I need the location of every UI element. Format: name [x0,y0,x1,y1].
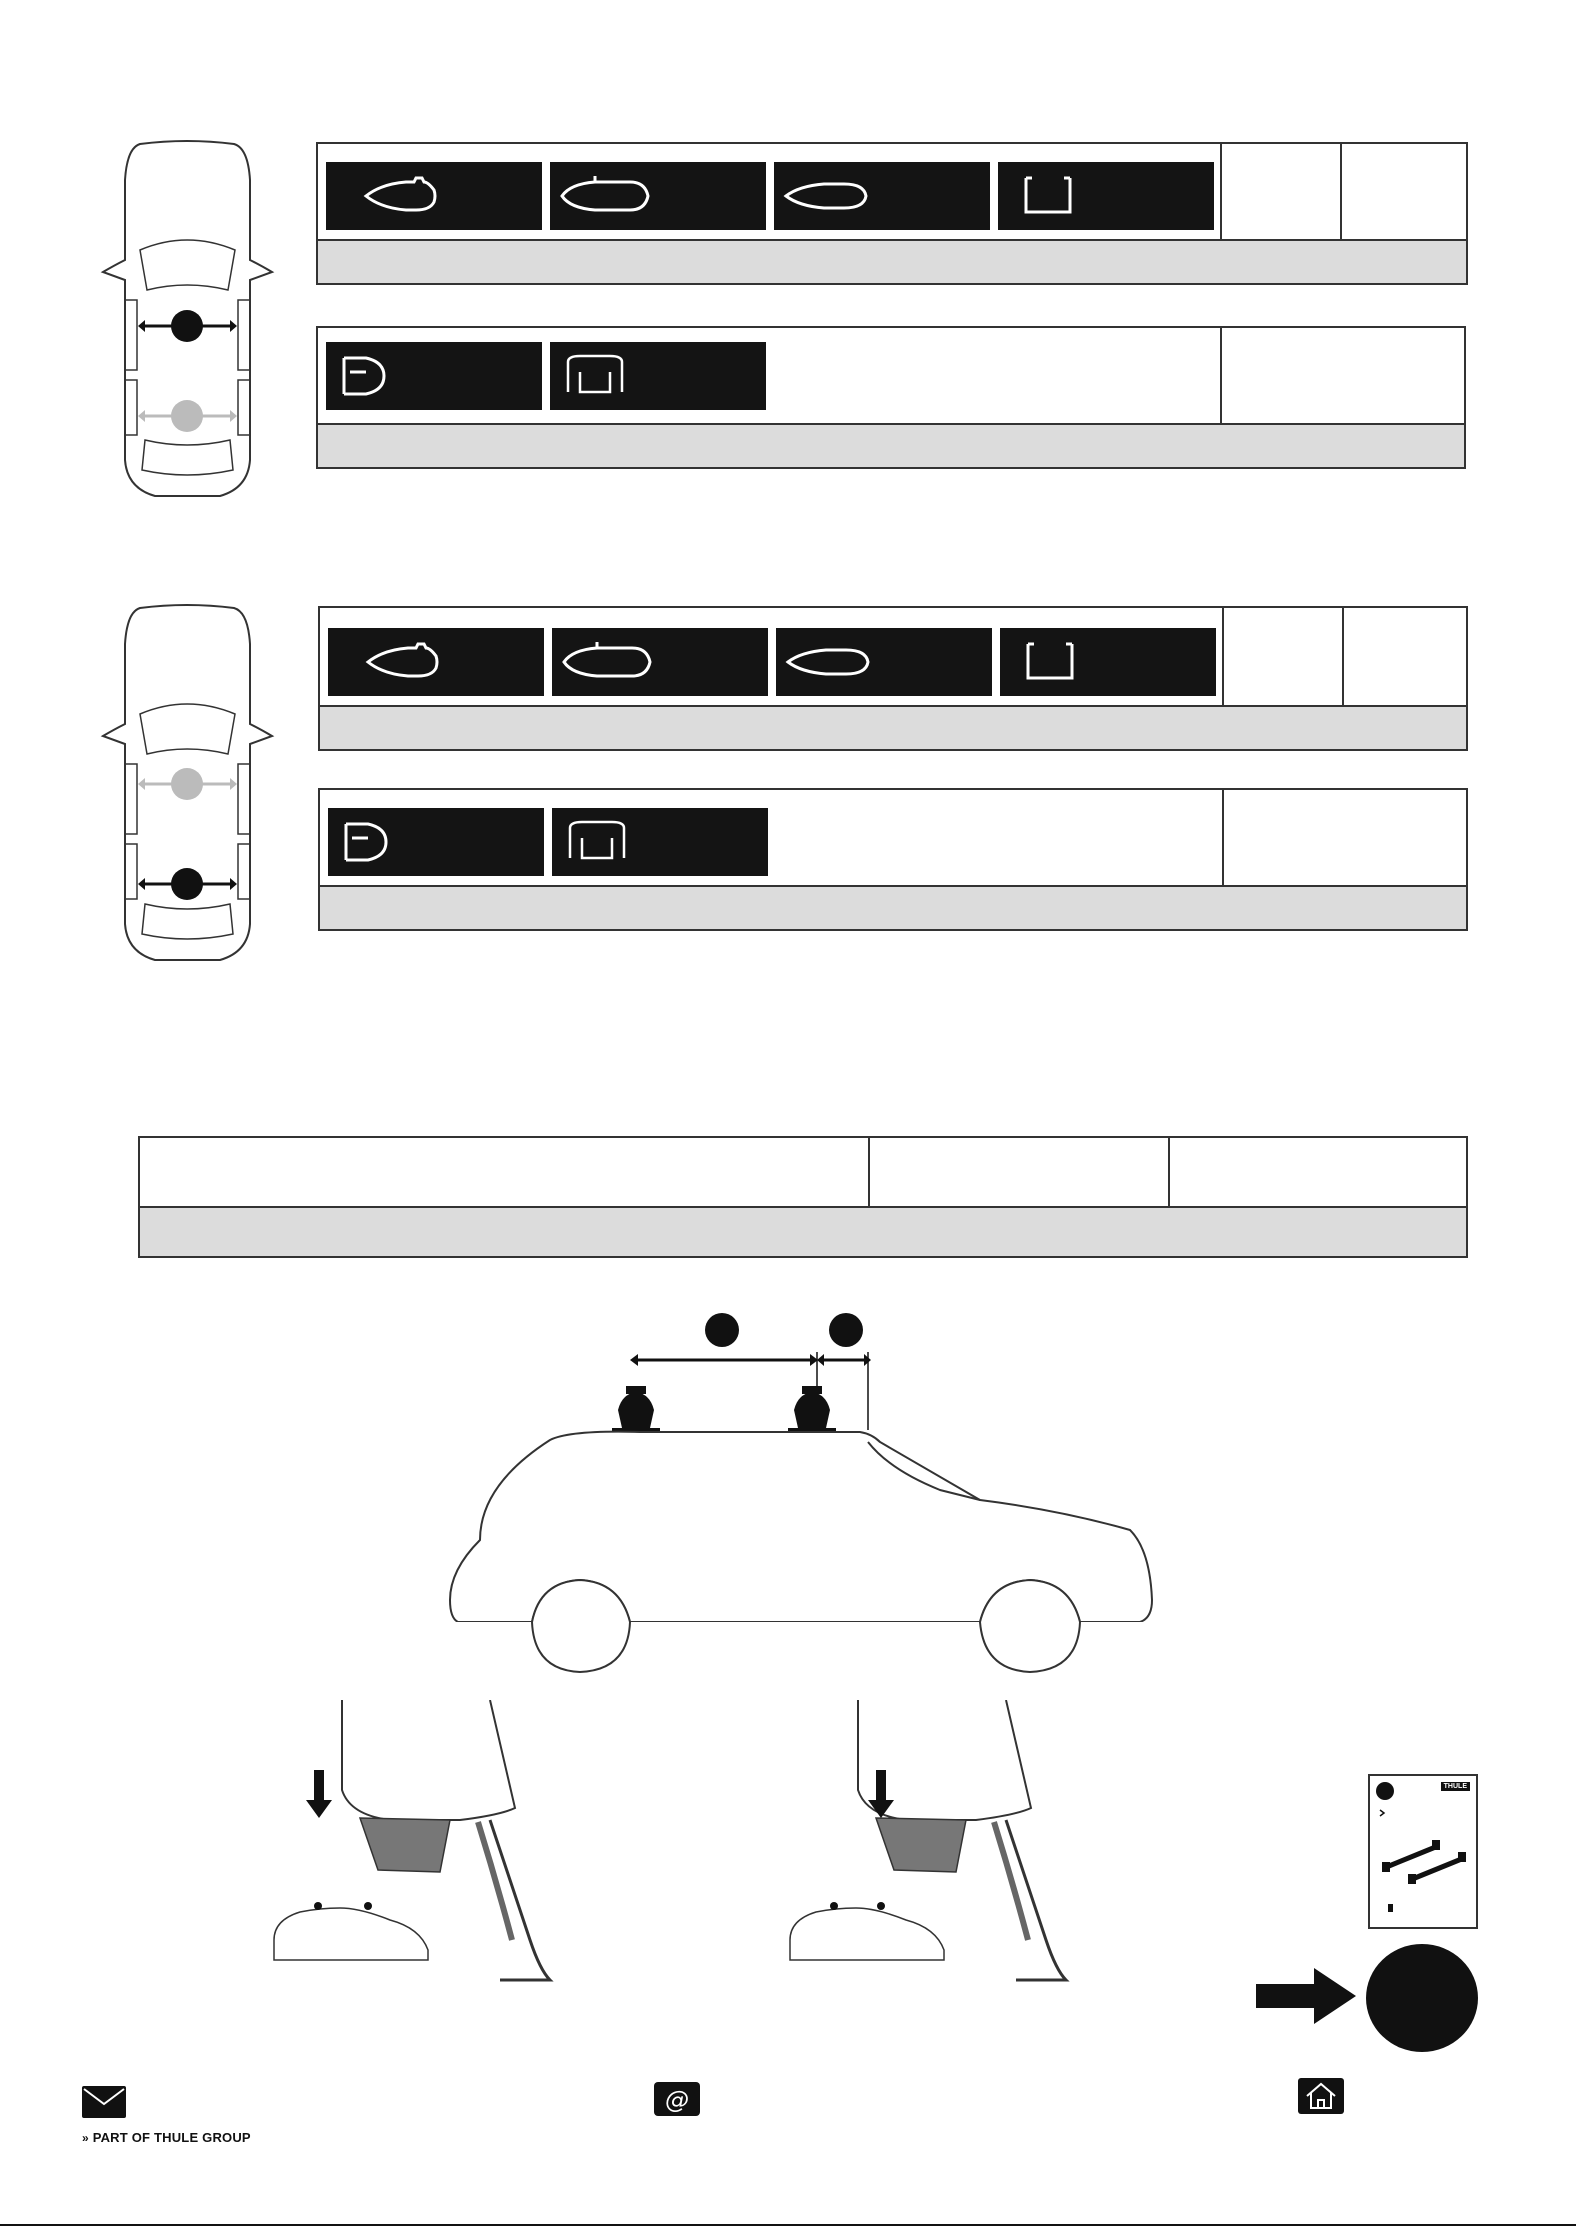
rear-foot-profile-table-1 [318,788,1468,931]
profile-tile-flush-foot [550,342,766,410]
step-illustration-front [260,1700,560,1990]
profile-tile-wingbar [326,162,542,230]
measurement-table [138,1136,1468,1258]
at-sign-icon[interactable] [654,2082,700,2116]
roof-foot-front [612,1386,660,1434]
thumb-brand-logo: THULE [1441,1782,1470,1791]
profile-tile-wingbar [328,628,544,696]
step-illustration-rear [776,1700,1076,1990]
tagline-text: PART OF THULE GROUP [92,2130,251,2145]
car-side-view-diagram [440,1300,1160,1690]
svg-text:@: @ [665,2086,689,2114]
car-top-view-front [100,140,275,500]
rear-bar-profile-table-1 [318,606,1468,751]
page-bottom-rule [0,2224,1576,2226]
profile-tile-edge-foot [326,342,542,410]
profile-tile-edge-foot [328,808,544,876]
profile-tile-slidebar [774,162,990,230]
profile-tile-slidebar [776,628,992,696]
home-icon[interactable] [1298,2078,1344,2114]
profile-tile-wingbar-edge [552,628,768,696]
next-step-circle [1366,1944,1478,2052]
thule-group-tagline [82,2130,251,2145]
front-foot-profile-table-1 [316,326,1466,469]
envelope-icon[interactable] [82,2086,126,2118]
profile-tile-wingbar-edge [550,162,766,230]
distance-marker-a [630,1313,818,1366]
profile-tile-flush-foot [552,808,768,876]
car-top-view-rear [100,604,275,964]
profile-tile-squarebar [998,162,1214,230]
front-bar-profile-table-1 [316,142,1468,285]
next-page-arrow[interactable] [1256,1968,1356,2024]
chevron-right-icon: » [82,2131,89,2145]
profile-tile-squarebar [1000,628,1216,696]
roof-foot-rear [788,1386,836,1434]
instruction-thumbnail [1368,1774,1478,1929]
